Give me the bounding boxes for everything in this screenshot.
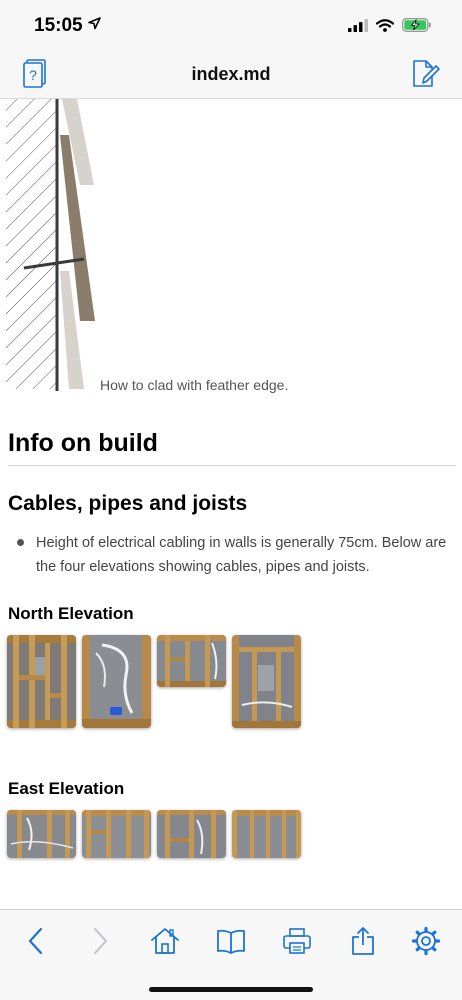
cellular-signal-icon (348, 19, 368, 32)
photo-thumbnail[interactable] (82, 635, 151, 728)
photo-thumbnail[interactable] (232, 810, 301, 858)
photo-thumbnail[interactable] (157, 810, 226, 858)
home-icon (150, 926, 180, 956)
share-icon (350, 926, 376, 956)
forward-button[interactable] (84, 926, 116, 956)
book-icon (216, 928, 246, 954)
print-icon (282, 927, 312, 955)
edit-document-icon[interactable] (412, 59, 440, 89)
bullet-text: Height of electrical cabling in walls is generally 75cm. Below are the four elevations showing cables, pipes and joists. (36, 535, 447, 575)
photo-thumbnail[interactable] (232, 635, 301, 728)
heading-north-elevation: North Elevation (8, 604, 134, 623)
feather-edge-cladding-diagram (0, 99, 110, 399)
back-button[interactable] (20, 926, 52, 956)
navigation-bar (0, 50, 462, 99)
battery-charging-icon (402, 18, 432, 32)
status-time: 15:05 (34, 15, 83, 36)
bottom-toolbar (0, 909, 462, 1000)
photo-thumbnail[interactable] (7, 635, 76, 728)
back-icon (26, 926, 46, 956)
east-elevation-gallery (7, 810, 301, 858)
photo-thumbnail[interactable] (7, 810, 76, 858)
print-button[interactable] (281, 926, 313, 956)
heading-divider (8, 465, 456, 466)
share-button[interactable] (347, 926, 379, 956)
home-indicator (149, 987, 313, 992)
heading-east-elevation: East Elevation (8, 779, 125, 798)
bullet-marker (17, 539, 24, 546)
document-title: index.md (191, 64, 271, 84)
heading-info-on-build: Info on build (8, 429, 158, 457)
north-elevation-gallery (7, 635, 301, 728)
home-button[interactable] (149, 926, 181, 956)
settings-button[interactable] (410, 926, 442, 956)
photo-thumbnail[interactable] (82, 810, 151, 858)
wifi-icon (376, 19, 394, 32)
status-bar (0, 0, 462, 50)
bookmarks-button[interactable] (215, 926, 247, 956)
svg-text:?: ? (29, 67, 37, 83)
location-arrow-icon (88, 17, 101, 30)
photo-thumbnail[interactable] (157, 635, 226, 687)
forward-icon (90, 926, 110, 956)
heading-cables-pipes-joists: Cables, pipes and joists (8, 492, 248, 515)
document-content[interactable] (0, 99, 462, 909)
settings-icon (411, 926, 441, 956)
diagram-caption: How to clad with feather edge. (100, 377, 289, 393)
